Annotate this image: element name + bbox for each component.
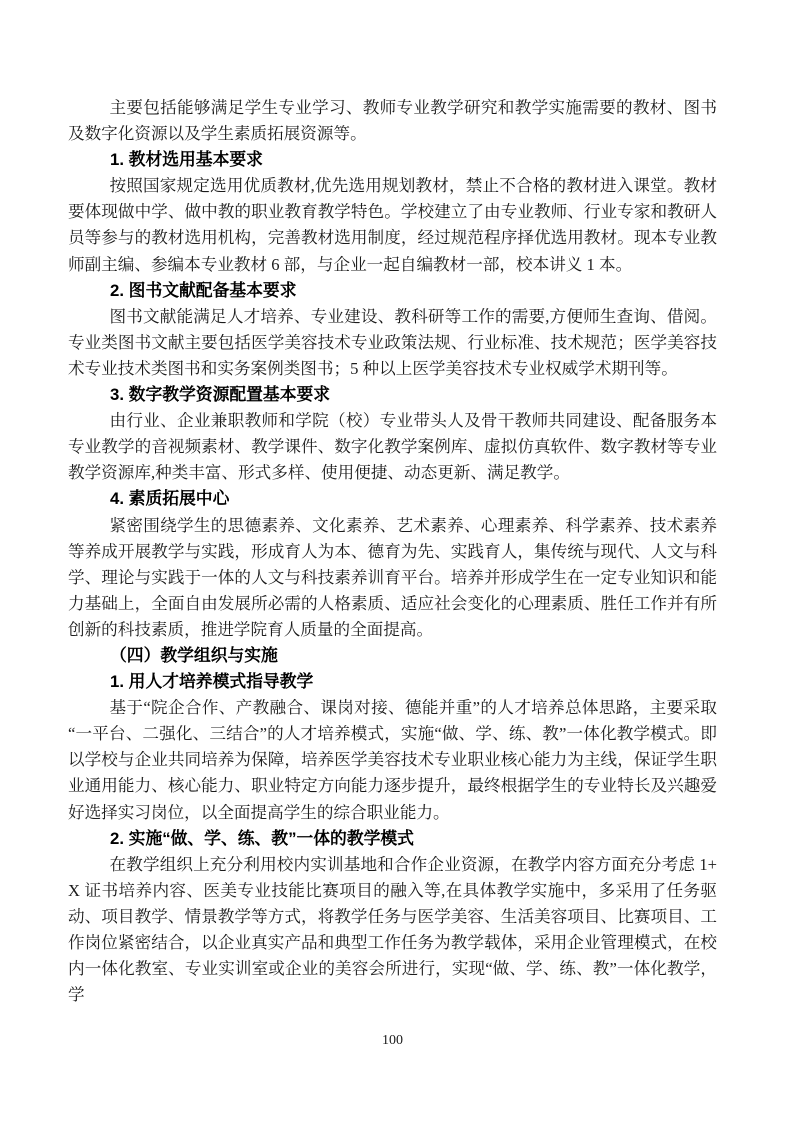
- numbered-heading: 3. 数字教学资源配置基本要求: [110, 385, 331, 405]
- body-paragraph: 图书文献能满足人才培养、专业建设、教科研等工作的需要,方便师生查询、借阅。专业类图书文献主要包括医学美容技术专业政策法规、行业标准、技术规范；医学美容技术专业技术类图书和实务案例类图书；5 种以上医学美容技术专业权威学术期刊等。: [68, 306, 717, 378]
- body-paragraph: 在教学组织上充分利用校内实训基地和合作企业资源，在教学内容方面充分考虑 1+X 证书培养内容、医美专业技能比赛项目的融入等,在具体教学实施中，多采用了任务驱动、项目教学、情景教学等方式，将教学任务与医学美容、生活美容项目、比赛项目、工作岗位紧密结合，以企业真实产品和典型工作任务为教学载体，采用企业管理模式，在校内一体化教室、专业实训室或企业的美容会所进行，实现“做、学、练、教”一体化教学，学: [68, 854, 717, 1005]
- numbered-heading: 1. 教材选用基本要求: [110, 150, 263, 170]
- body-paragraph: 紧密围绕学生的思德素养、文化素养、艺术素养、心理素养、科学素养、技术素养等养成开展教学与实践，形成育人为本、德育为先、实践育人，集传统与现代、人文与科学、理论与实践于一体的人文与科技素养训育平台。培养并形成学生在一定专业知识和能力基础上，全面自由发展所必需的人格素质、适应社会变化的心理素质、胜任工作并有所创新的科技素质，推进学院育人质量的全面提高。: [68, 515, 717, 639]
- numbered-heading: 2. 实施“做、学、练、教”一体的教学模式: [110, 828, 414, 848]
- body-paragraph: 主要包括能够满足学生专业学习、教师专业教学研究和教学实施需要的教材、图书及数字化资源以及学生素质拓展资源等。: [68, 98, 717, 144]
- body-paragraph: 由行业、企业兼职教师和学院（校）专业带头人及骨干教师共同建设、配备服务本专业教学的音视频素材、教学课件、数字化教学案例库、虚拟仿真软件、数字教材等专业教学资源库,种类丰富、形式多样、使用便捷、动态更新、满足教学。: [68, 411, 717, 483]
- numbered-heading: 2. 图书文献配备基本要求: [110, 280, 297, 300]
- page-number: 100: [382, 1033, 403, 1048]
- page-footer: [68, 1031, 717, 1051]
- document-content: [68, 95, 717, 1008]
- section-heading: （四）教学组织与实施: [110, 645, 278, 665]
- numbered-heading: 1. 用人才培养模式指导教学: [110, 672, 314, 692]
- numbered-heading: 4. 素质拓展中心: [110, 489, 230, 509]
- body-paragraph: 按照国家规定选用优质教材,优先选用规划教材，禁止不合格的教材进入课堂。教材要体现做中学、做中教的职业教育教学特色。学校建立了由专业教师、行业专家和教研人员等参与的教材选用机构，完善教材选用制度，经过规范程序择优选用教材。现本专业教师副主编、参编本专业教材 6 部，与企业一起自编教材一部，校本讲义 1 本。: [68, 176, 717, 274]
- body-paragraph: 基于“院企合作、产教融合、课岗对接、德能并重”的人才培养总体思路，主要采取“一平台、二强化、三结合”的人才培养模式，实施“做、学、练、教”一体化教学模式。即以学校与企业共同培养为保障，培养医学美容技术专业职业核心能力为主线，保证学生职业通用能力、核心能力、职业特定方向能力逐步提升，最终根据学生的专业特长及兴趣爱好选择实习岗位，以全面提高学生的综合职业能力。: [68, 698, 717, 822]
